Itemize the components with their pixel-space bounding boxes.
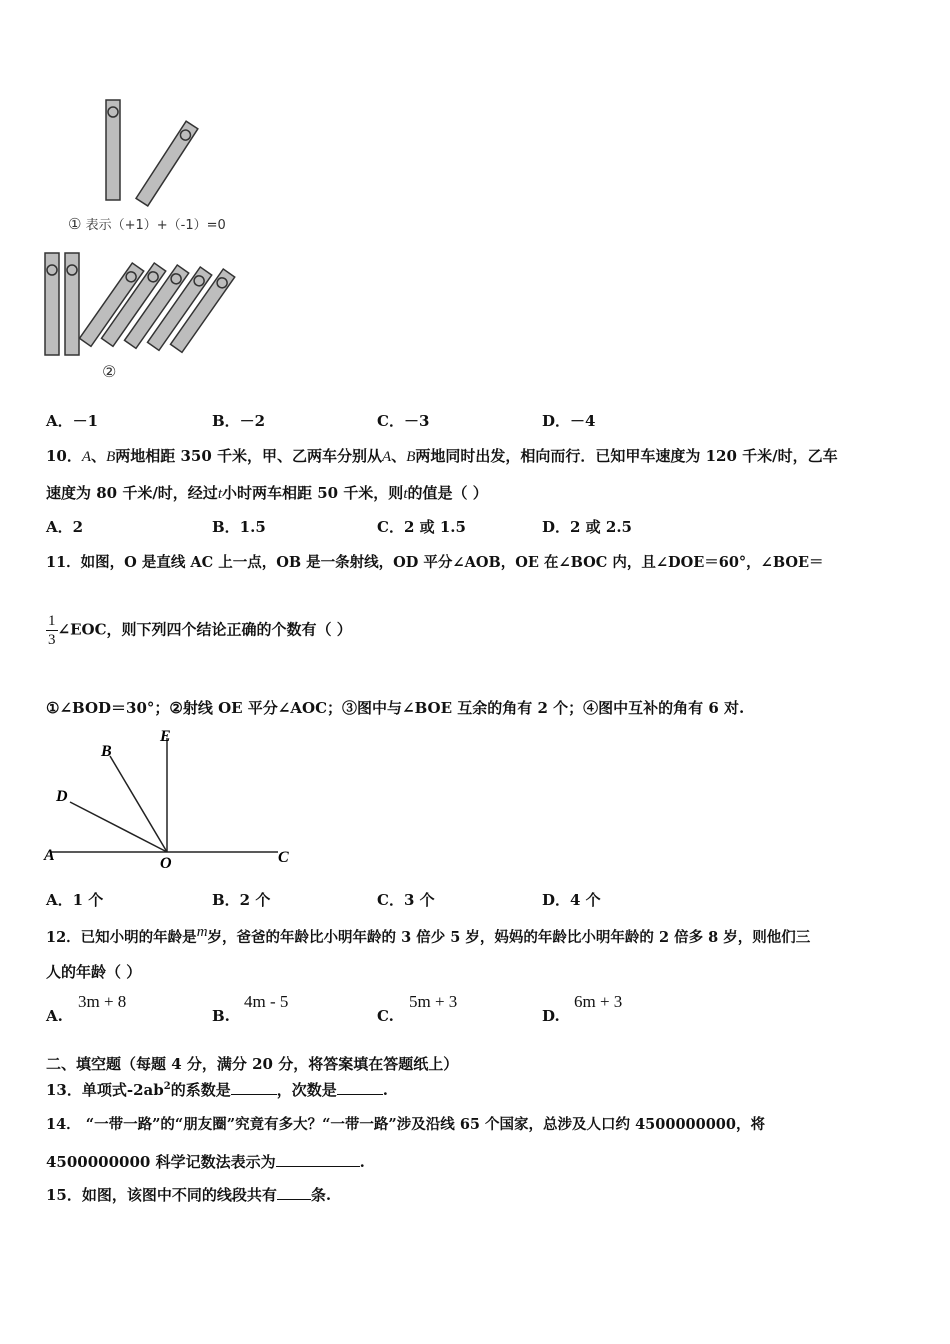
counting-sticks-figure — [40, 95, 280, 395]
q12-stem-line2: 人的年龄（ ） — [46, 963, 142, 981]
q11-option-c[interactable]: C．3 个 — [377, 891, 435, 909]
q12-stem-line1: 12．已知小明的年龄是$^m$岁，爸爸的年龄比小明年龄的 3 倍少 5 岁，妈妈的年龄比小明年龄的 2 倍多 8 岁，则他们三 — [46, 924, 811, 946]
q15: 15．如图，该图中不同的线段共有 条. — [46, 1186, 332, 1204]
q10-option-d[interactable]: D．2 或 2.5 — [542, 518, 632, 536]
q11-stem-line1: 11．如图，O 是直线 AC 上一点，OB 是一条射线，OD 平分∠AOB，OE 在∠BOC 内，且∠DOE＝60°，∠BOE＝ — [46, 554, 824, 571]
q11-option-d[interactable]: D．4 个 — [542, 891, 601, 909]
q14-stem-line1: 14． “一带一路”的“朋友圈”究竟有多大？“一带一路”涉及沿线 65 个国家，总涉及人口约 4500000000，将 — [46, 1116, 765, 1133]
negative-stick — [136, 121, 198, 206]
label-e: E — [160, 728, 171, 745]
q11-option-a[interactable]: A．1 个 — [46, 891, 104, 909]
label-c: C — [278, 849, 289, 866]
figure-caption-2: ② — [102, 362, 117, 381]
q10-option-b[interactable]: B．1.5 — [212, 518, 266, 536]
q14-stem-line2: 4500000000 科学记数法表示为 . — [46, 1153, 365, 1171]
q12-option-d-letter[interactable]: D. — [542, 1007, 560, 1025]
q13: 13．单项式$-2ab^2$的系数是 ，次数是 . — [46, 1081, 388, 1099]
q10-option-a[interactable]: A．2 — [46, 518, 84, 536]
label-o: O — [160, 855, 172, 872]
label-b: B — [101, 743, 112, 760]
q12-option-b-letter[interactable]: B. — [212, 1007, 230, 1025]
q9-option-a[interactable]: A．－1 — [46, 412, 99, 430]
label-a: A — [44, 847, 55, 864]
q14-blank[interactable] — [276, 1152, 360, 1167]
label-d: D — [56, 788, 68, 805]
angle-figure — [40, 722, 300, 872]
figure-caption-1: ① 表示（+1）+（-1）=0 — [68, 215, 226, 233]
q10-stem-line2: 速度为 80 千米/时，经过t小时两车相距 50 千米，则t的值是（ ） — [46, 484, 488, 502]
q13-blank-degree[interactable] — [337, 1080, 383, 1095]
q13-blank-coefficient[interactable] — [231, 1080, 277, 1095]
q10-option-c[interactable]: C．2 或 1.5 — [377, 518, 466, 536]
fraction-one-third: $\frac{1}{3}$ — [48, 613, 56, 648]
q12-option-a-expr: 3m + 8 — [78, 992, 127, 1011]
q12-option-b-expr: 4m - 5 — [244, 992, 289, 1011]
q12-option-c-expr: 5m + 3 — [409, 992, 458, 1011]
q9-option-b[interactable]: B．－2 — [212, 412, 266, 430]
section-title: 二、填空题（每题 4 分，满分 20 分，将答案填在答题纸上） — [46, 1055, 459, 1073]
q11-option-b[interactable]: B．2 个 — [212, 891, 271, 909]
q12-option-a-letter[interactable]: A. — [46, 1007, 63, 1025]
q9-option-d[interactable]: D．－4 — [542, 412, 596, 430]
q9-option-c[interactable]: C．－3 — [377, 412, 430, 430]
q10-stem-line1: 10．A、B两地相距 350 千米，甲、乙两车分别从A、B两地同时出发，相向而行．已知甲车速度为 120 千米/时，乙车 — [46, 447, 838, 465]
q11-stem-line2: $\frac{1}{3}$ ∠EOC，则下列四个结论正确的个数有（ ） — [48, 613, 352, 648]
q15-blank[interactable] — [277, 1185, 311, 1200]
q12-option-d-expr: 6m + 3 — [574, 992, 623, 1011]
q12-option-c-letter[interactable]: C. — [377, 1007, 394, 1025]
q11-conclusions: ①∠BOD＝30°；②射线 OE 平分∠AOC；③图中与∠BOE 互余的角有 2 个；④图中互补的角有 6 对. — [46, 699, 745, 717]
